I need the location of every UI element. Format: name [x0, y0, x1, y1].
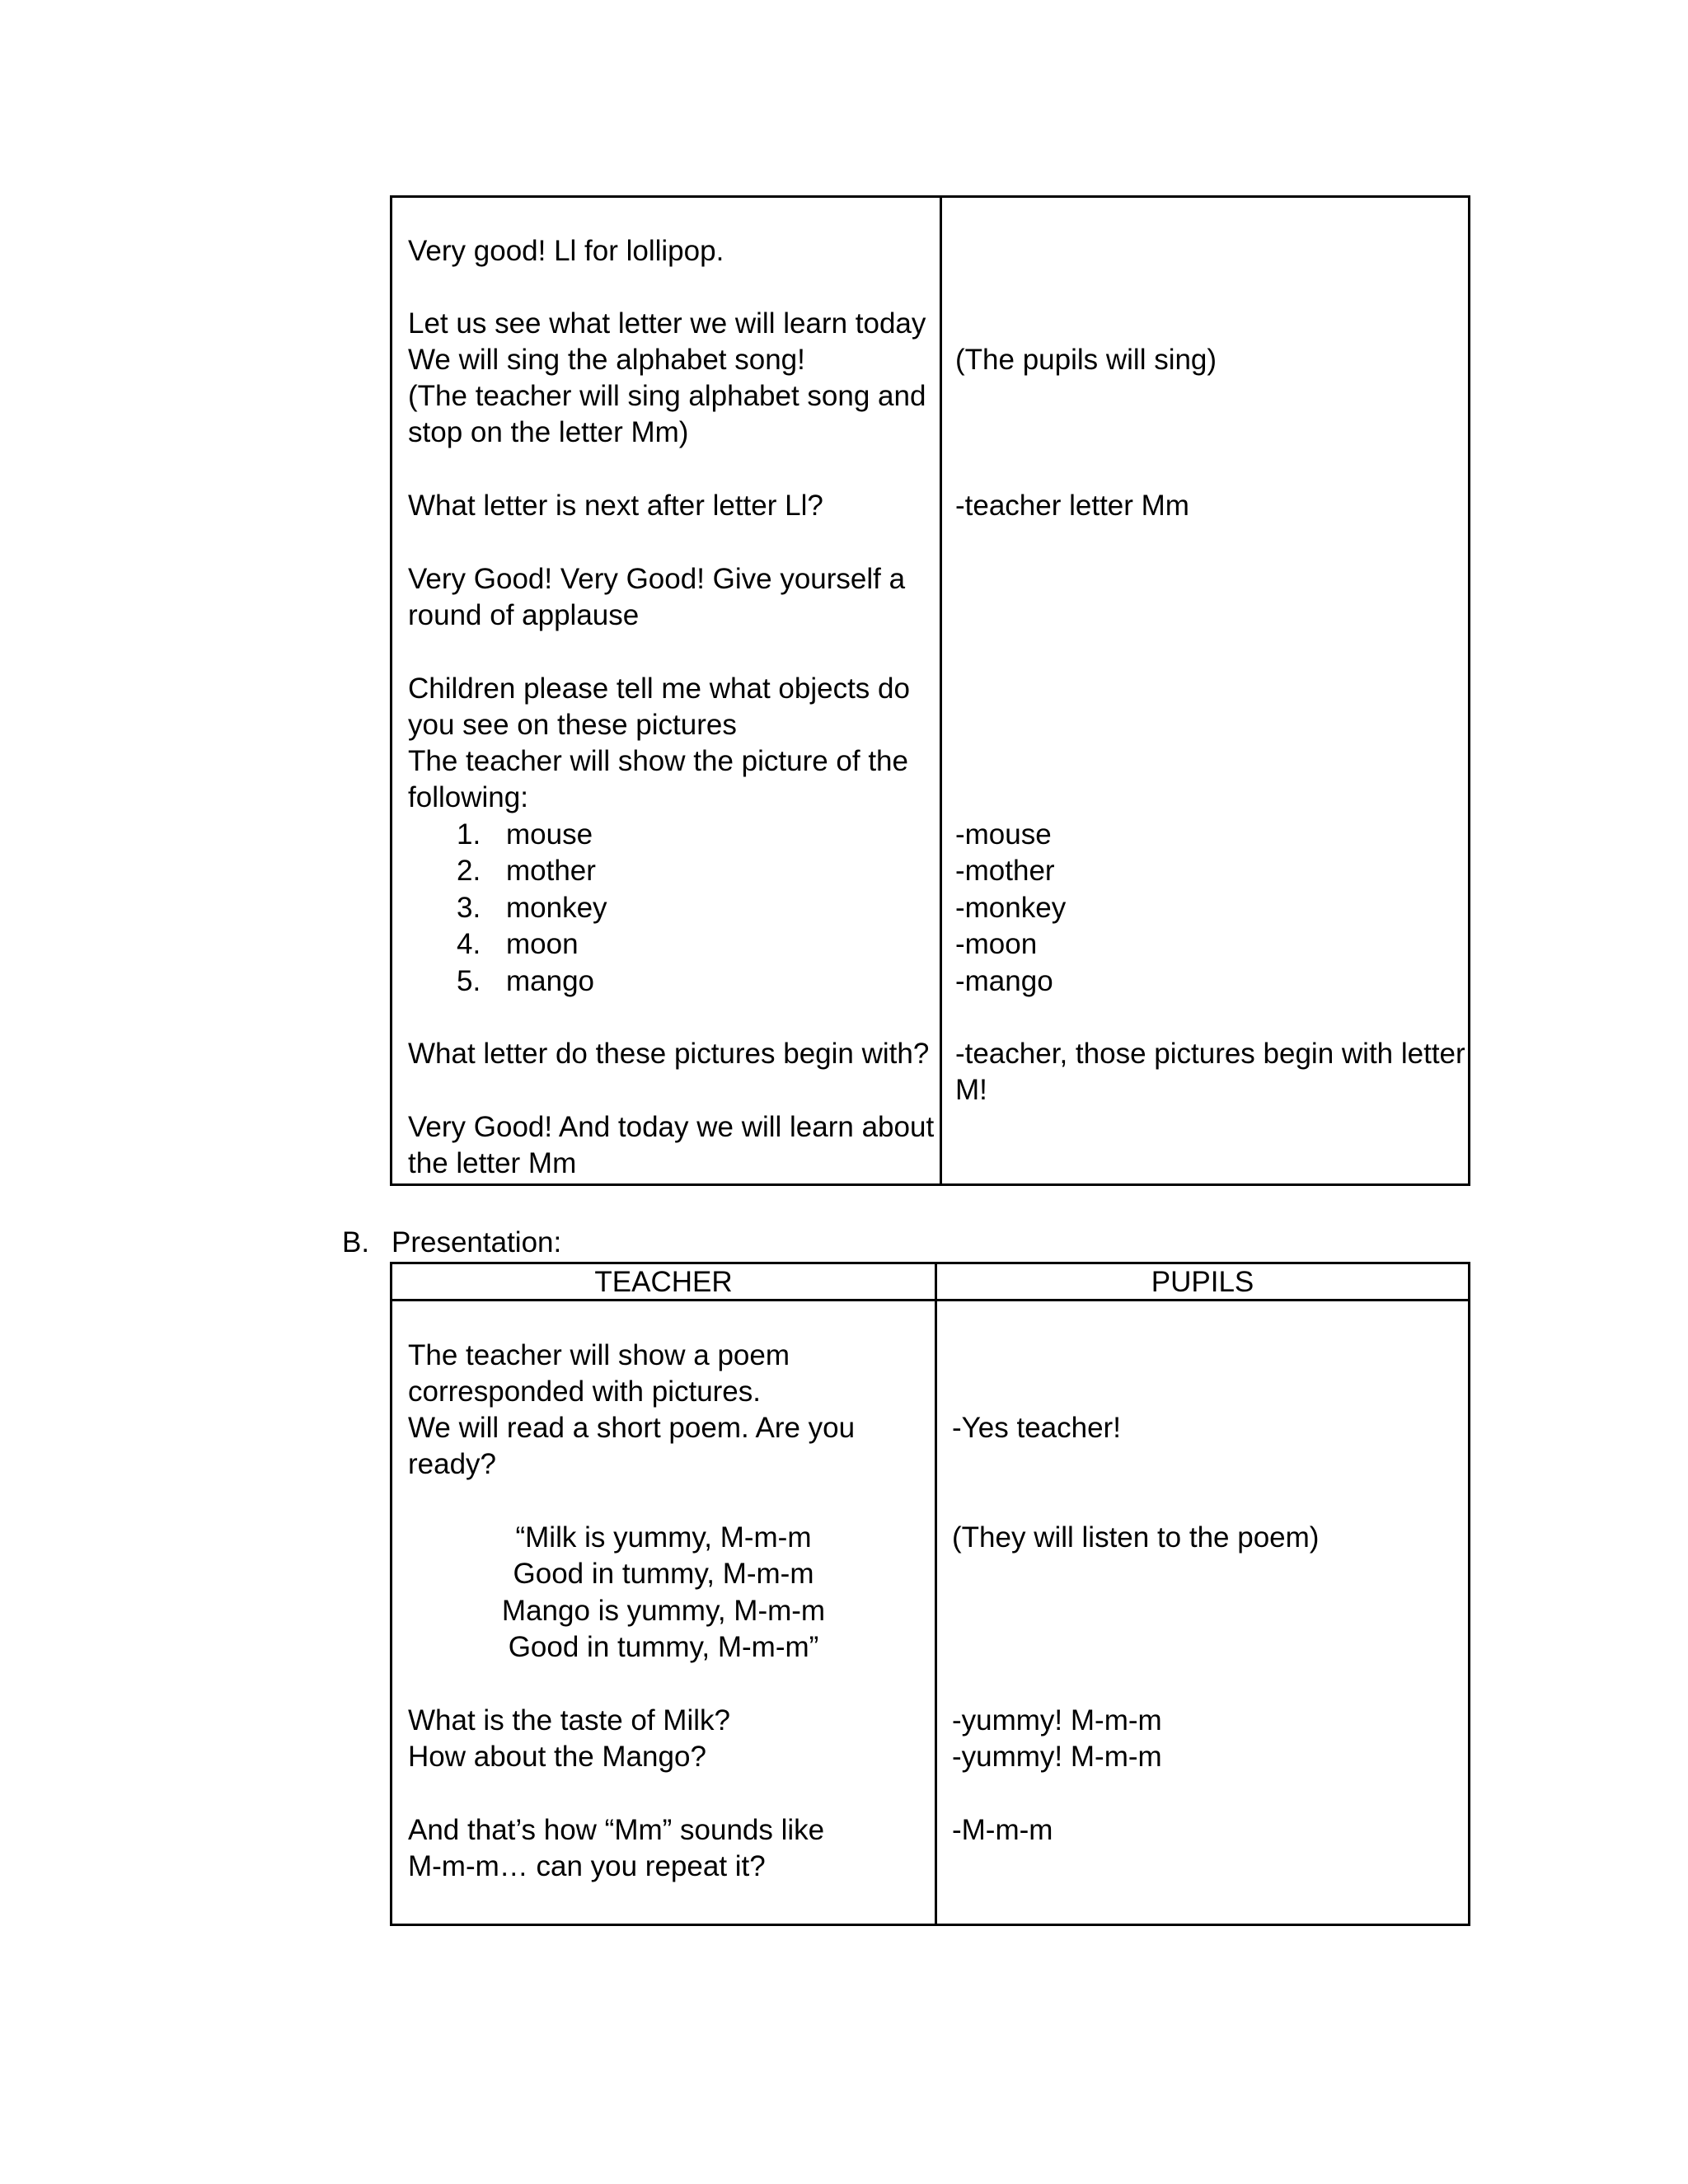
header-teacher: TEACHER	[594, 1266, 733, 1298]
pupil-line: -yummy! M-m-m	[952, 1704, 1162, 1736]
pupil-line: (The pupils will sing)	[955, 344, 1217, 376]
teacher-line: The teacher will show a poem	[408, 1339, 790, 1371]
list-number: 4.	[457, 928, 481, 960]
pupil-line: -teacher, those pictures begin with letter	[955, 1038, 1465, 1070]
pupil-line: -mouse	[955, 818, 1052, 851]
teacher-line: the letter Mm	[408, 1147, 577, 1179]
list-item: mother	[506, 855, 596, 887]
table-b-column-divider	[935, 1262, 937, 1926]
poem-line: “Milk is yummy, M-m-m	[515, 1521, 812, 1554]
teacher-line: Let us see what letter we will learn today	[408, 307, 926, 340]
pupil-line: -yummy! M-m-m	[952, 1741, 1162, 1773]
poem-line: Good in tummy, M-m-m”	[508, 1631, 819, 1663]
teacher-line: you see on these pictures	[408, 709, 737, 741]
list-number: 1.	[457, 818, 481, 851]
teacher-line: Very Good! Very Good! Give yourself a	[408, 563, 906, 595]
poem-line: Good in tummy, M-m-m	[513, 1558, 814, 1590]
list-number: 3.	[457, 892, 481, 924]
pupil-line: -M-m-m	[952, 1814, 1053, 1846]
pupil-line: -mango	[955, 965, 1053, 997]
section-letter: B.	[342, 1226, 370, 1258]
teacher-line: M-m-m… can you repeat it?	[408, 1850, 766, 1882]
teacher-line: What letter is next after letter Ll?	[408, 490, 823, 522]
poem-line: Mango is yummy, M-m-m	[501, 1595, 826, 1627]
teacher-line: following:	[408, 781, 528, 813]
teacher-line: stop on the letter Mm)	[408, 416, 689, 448]
pupil-line: -mother	[955, 855, 1055, 887]
pupil-line: -moon	[955, 928, 1038, 960]
list-number: 2.	[457, 855, 481, 887]
teacher-line: Children please tell me what objects do	[408, 673, 910, 705]
list-number: 5.	[457, 965, 481, 997]
teacher-line: How about the Mango?	[408, 1741, 706, 1773]
teacher-line: round of applause	[408, 599, 640, 631]
teacher-line: What is the taste of Milk?	[408, 1704, 730, 1736]
teacher-line: corresponded with pictures.	[408, 1376, 761, 1408]
pupil-line: -monkey	[955, 892, 1067, 924]
list-item: mango	[506, 965, 595, 997]
pupil-line: (They will listen to the poem)	[952, 1521, 1320, 1554]
section-title: Presentation:	[392, 1226, 562, 1258]
teacher-line: Very good! Ll for lollipop.	[408, 235, 724, 267]
teacher-line: And that’s how “Mm” sounds like	[408, 1814, 825, 1846]
teacher-line: Very Good! And today we will learn about	[408, 1111, 935, 1143]
teacher-line: We will sing the alphabet song!	[408, 344, 805, 376]
teacher-line: (The teacher will sing alphabet song and	[408, 380, 926, 412]
teacher-line: The teacher will show the picture of the	[408, 745, 908, 777]
header-pupils: PUPILS	[1151, 1266, 1254, 1298]
pupil-line: -Yes teacher!	[952, 1412, 1121, 1444]
teacher-line: What letter do these pictures begin with?	[408, 1038, 930, 1070]
pupil-line: -teacher letter Mm	[955, 490, 1189, 522]
teacher-line: ready?	[408, 1448, 497, 1480]
list-item: moon	[506, 928, 579, 960]
table-a-column-divider	[940, 195, 942, 1186]
pupil-line: M!	[955, 1074, 987, 1106]
teacher-line: We will read a short poem. Are you	[408, 1412, 856, 1444]
list-item: mouse	[506, 818, 593, 851]
list-item: monkey	[506, 892, 607, 924]
